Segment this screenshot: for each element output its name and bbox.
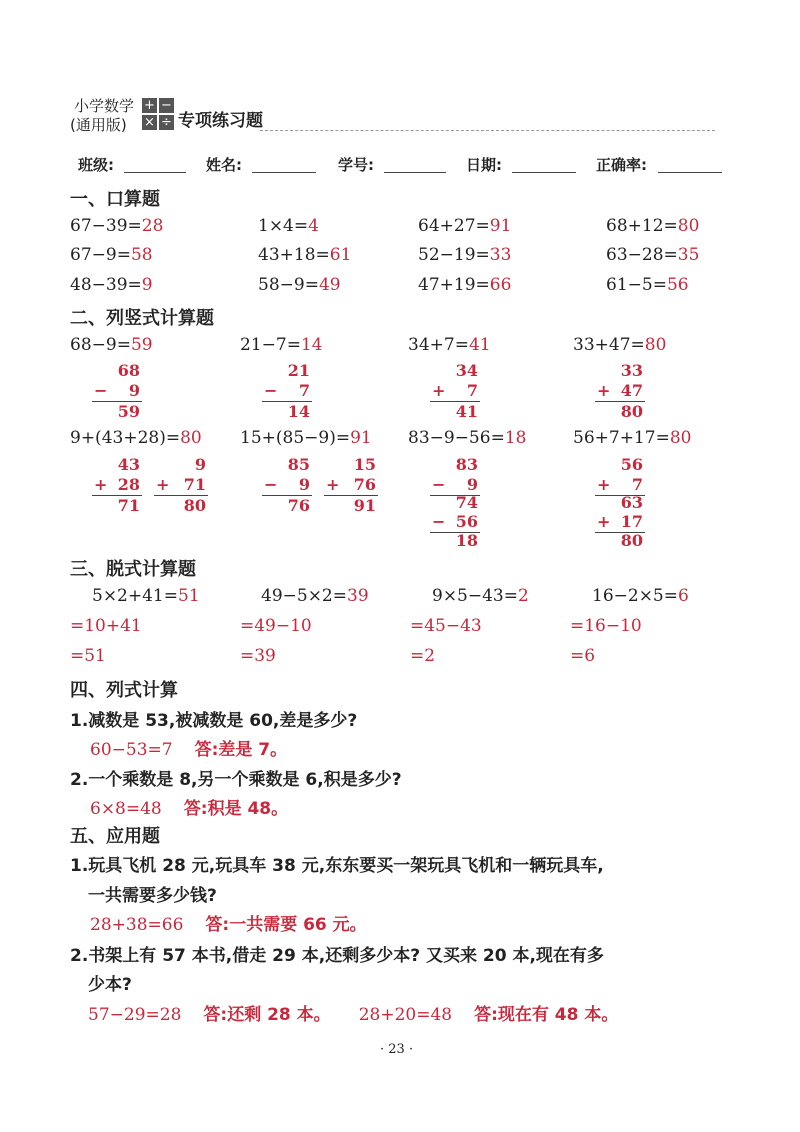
application-question-line: 少本? xyxy=(88,975,132,995)
worksheet-title: 专项练习题 xyxy=(178,111,263,131)
application-question-line: 2.书架上有 57 本书,借走 29 本,还剩多少本? 又买来 20 本,现在有多 xyxy=(70,946,604,966)
section-step-title: 三、脱式计算题 xyxy=(70,559,196,580)
step-line: =39 xyxy=(240,646,276,666)
calc-top: 21 xyxy=(287,361,310,380)
application-answer: 57−29=28 答:还剩 28 本。 28+20=48 答:现在有 48 本。 xyxy=(88,1005,619,1025)
book-name: 小学数学 xyxy=(74,97,135,115)
header-divider xyxy=(260,130,715,131)
calc-top: 33 xyxy=(620,361,643,380)
page-number: · 23 · xyxy=(380,1042,414,1057)
accuracy-label: 正确率: xyxy=(596,156,647,174)
calc-bottom: 76 xyxy=(353,475,376,494)
application-question-line: 1.玩具飞机 28 元,玩具车 38 元,东东要买一架玩具飞机和一辆玩具车, xyxy=(70,856,604,876)
calc-top: 34 xyxy=(455,361,478,380)
calc-bottom: 28 xyxy=(117,475,140,494)
calc-bottom: 9 xyxy=(466,475,478,494)
oral-item: 61−5=56 xyxy=(606,275,689,295)
step-question: 5×2+41=51 xyxy=(92,586,200,606)
vertical-question: 34+7=41 xyxy=(408,335,491,355)
step-line: =16−10 xyxy=(570,616,642,636)
listing-question: 2.一个乘数是 8,另一个乘数是 6,积是多少? xyxy=(70,770,402,790)
calc-op: − xyxy=(432,512,446,531)
calc-top: 43 xyxy=(117,455,140,474)
oral-item: 43+18=61 xyxy=(258,245,352,265)
listing-answer: 6×8=48 答:积是 48。 xyxy=(90,799,289,819)
calc-top: 68 xyxy=(117,361,140,380)
name-label: 姓名: xyxy=(206,156,242,174)
date-label: 日期: xyxy=(466,156,502,174)
calc-op: − xyxy=(264,381,278,400)
calc-result: 71 xyxy=(117,496,140,515)
calc-top: 83 xyxy=(455,455,478,474)
step-line: =49−10 xyxy=(240,616,312,636)
calc-op: + xyxy=(94,475,108,494)
calc-op: + xyxy=(597,381,611,400)
calc-result: 80 xyxy=(183,496,206,515)
oral-item: 67−9=58 xyxy=(70,245,153,265)
book-edition: (通用版) xyxy=(70,116,127,134)
divide-icon: ÷ xyxy=(159,115,174,130)
calc-intermediate: 63 xyxy=(620,493,643,512)
calc-top: 15 xyxy=(353,455,376,474)
oral-item: 64+27=91 xyxy=(418,216,512,236)
step-question: 49−5×2=39 xyxy=(261,586,369,606)
oral-item: 48−39=9 xyxy=(70,275,153,295)
date-blank[interactable] xyxy=(512,172,576,173)
vertical-question: 21−7=14 xyxy=(240,335,323,355)
calc-op: − xyxy=(264,475,278,494)
calc-bottom: 71 xyxy=(183,475,206,494)
calc-top: 85 xyxy=(287,455,310,474)
vertical-question: 83−9−56=18 xyxy=(408,428,527,448)
calc-result: 14 xyxy=(287,402,310,421)
calc-bottom: 7 xyxy=(466,381,478,400)
class-blank[interactable] xyxy=(124,172,186,173)
calc-result: 18 xyxy=(455,531,478,550)
calc-result: 80 xyxy=(620,531,643,550)
calc-op: − xyxy=(432,475,446,494)
calc-result: 76 xyxy=(287,496,310,515)
oral-item: 58−9=49 xyxy=(258,275,341,295)
vertical-question: 9+(43+28)=80 xyxy=(70,428,202,448)
calc-bottom: 7 xyxy=(631,475,643,494)
student-id-blank[interactable] xyxy=(384,172,446,173)
application-question-line: 一共需要多少钱? xyxy=(88,886,217,906)
calc-bottom: 17 xyxy=(620,512,643,531)
calc-result: 59 xyxy=(117,402,140,421)
section-oral-title: 一、口算题 xyxy=(70,189,160,210)
vertical-question: 68−9=59 xyxy=(70,335,153,355)
vertical-question: 15+(85−9)=91 xyxy=(240,428,372,448)
listing-answer: 60−53=7 答:差是 7。 xyxy=(90,740,288,760)
calc-bottom: 9 xyxy=(298,475,310,494)
section-listing-title: 四、列式计算 xyxy=(70,680,178,701)
oral-item: 47+19=66 xyxy=(418,275,512,295)
calc-op: − xyxy=(94,381,108,400)
calc-bottom: 7 xyxy=(298,381,310,400)
oral-item: 1×4=4 xyxy=(258,216,319,236)
calc-top: 56 xyxy=(620,455,643,474)
calc-top: 9 xyxy=(194,455,206,474)
application-answer: 28+38=66 答:一共需要 66 元。 xyxy=(90,915,367,935)
step-question: 9×5−43=2 xyxy=(432,586,529,606)
oral-item: 63−28=35 xyxy=(606,245,700,265)
calc-op: + xyxy=(597,475,611,494)
step-line: =51 xyxy=(70,646,106,666)
step-line: =2 xyxy=(410,646,436,666)
calc-bottom: 9 xyxy=(128,381,140,400)
class-label: 班级: xyxy=(78,156,114,174)
step-line: =10+41 xyxy=(70,616,142,636)
calc-result: 80 xyxy=(620,402,643,421)
calc-bottom: 47 xyxy=(620,381,643,400)
oral-item: 52−19=33 xyxy=(418,245,512,265)
listing-question: 1.减数是 53,被减数是 60,差是多少? xyxy=(70,711,358,731)
step-line: =45−43 xyxy=(410,616,482,636)
student-id-label: 学号: xyxy=(338,156,374,174)
calc-result: 91 xyxy=(353,496,376,515)
section-application-title: 五、应用题 xyxy=(70,826,160,847)
accuracy-blank[interactable] xyxy=(658,172,722,173)
calc-result: 41 xyxy=(455,402,478,421)
oral-item: 68+12=80 xyxy=(606,216,700,236)
oral-item: 67−39=28 xyxy=(70,216,164,236)
name-blank[interactable] xyxy=(252,172,316,173)
plus-icon: + xyxy=(142,98,157,113)
times-icon: × xyxy=(142,115,157,130)
operators-logo xyxy=(142,98,174,131)
section-vertical-title: 二、列竖式计算题 xyxy=(70,308,214,329)
calc-bottom: 56 xyxy=(455,512,478,531)
vertical-question: 56+7+17=80 xyxy=(573,428,692,448)
step-question: 16−2×5=6 xyxy=(592,586,689,606)
minus-icon: − xyxy=(159,98,174,113)
step-line: =6 xyxy=(570,646,596,666)
vertical-question: 33+47=80 xyxy=(573,335,667,355)
calc-intermediate: 74 xyxy=(455,493,478,512)
calc-op: + xyxy=(326,475,340,494)
calc-op: + xyxy=(156,475,170,494)
calc-op: + xyxy=(597,512,611,531)
calc-op: + xyxy=(432,381,446,400)
